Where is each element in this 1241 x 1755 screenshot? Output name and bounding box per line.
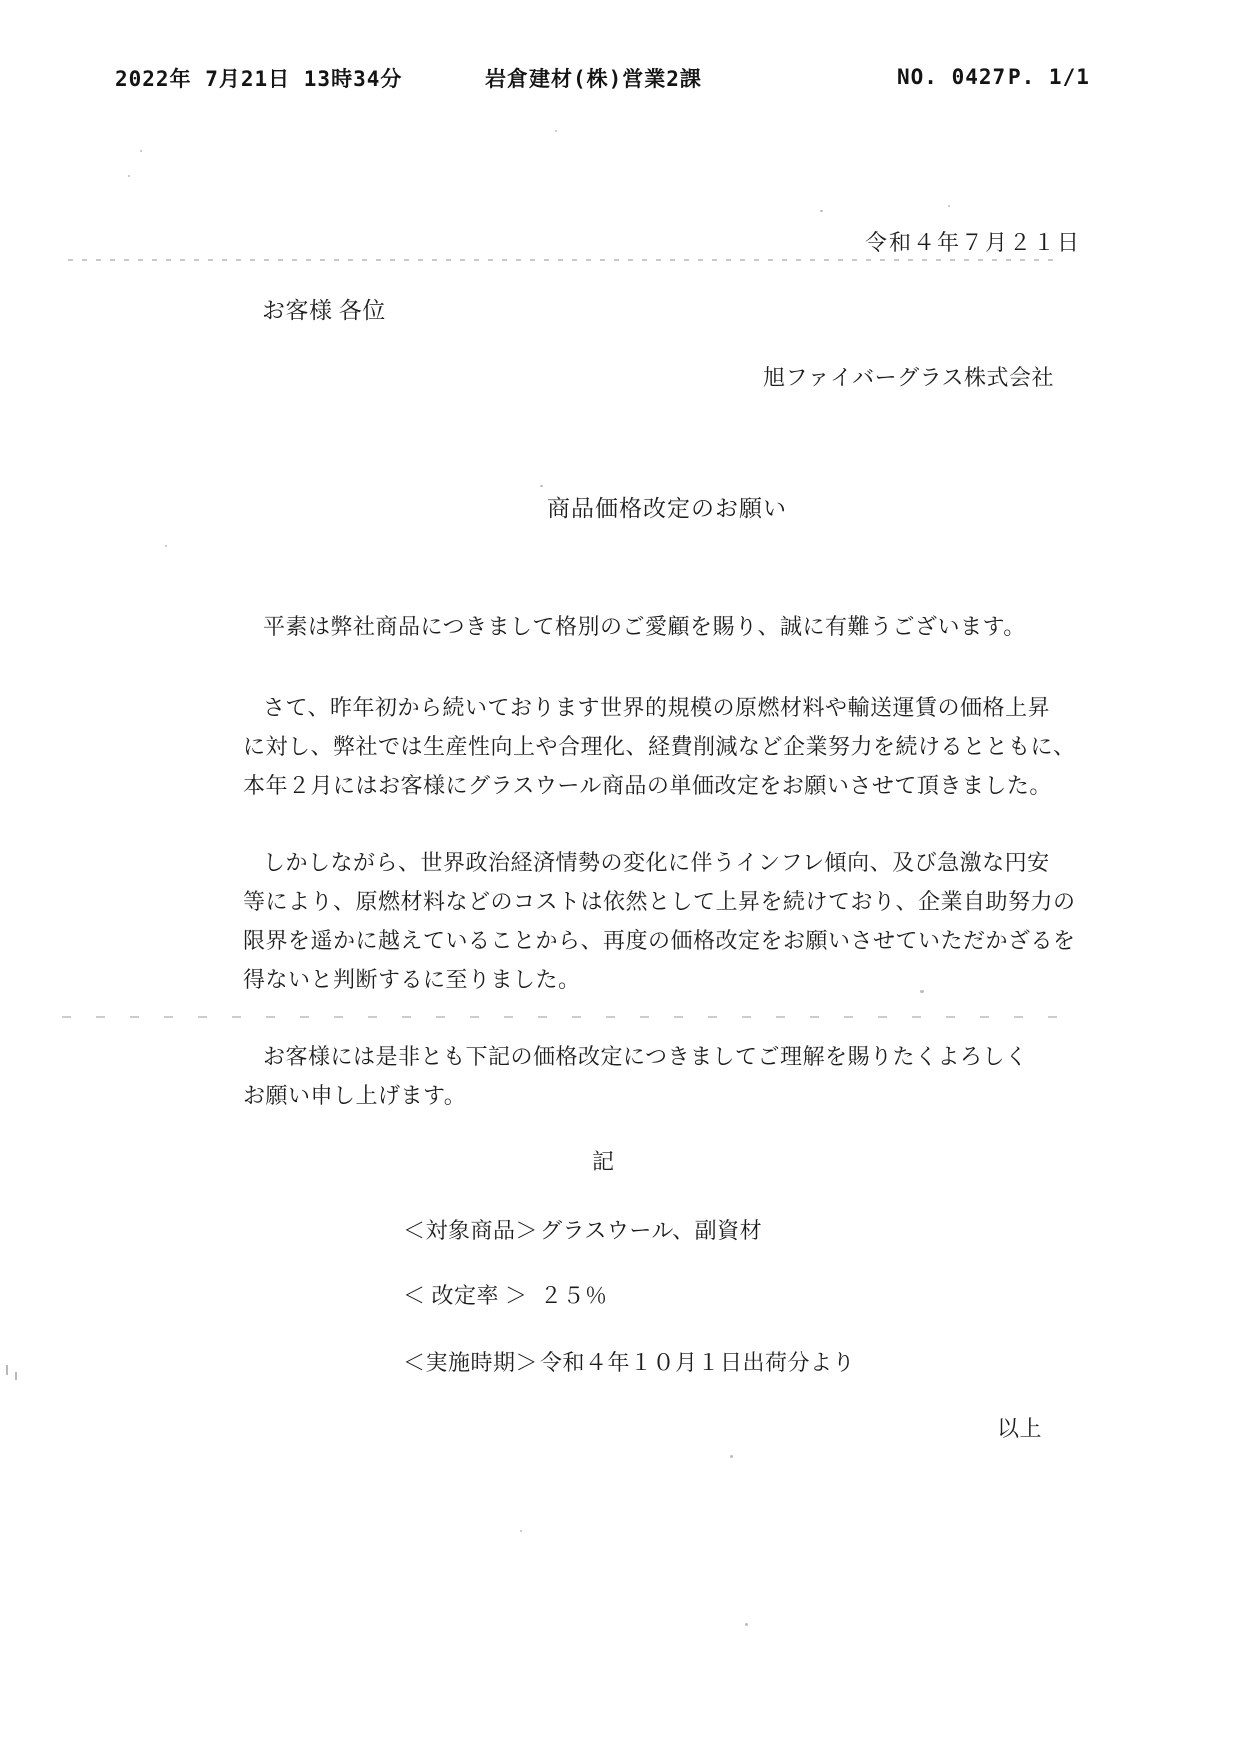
fax-timestamp: 2022年 7月21日 13時34分 xyxy=(115,67,403,91)
record-marker: 記 xyxy=(592,1149,615,1174)
document-title: 商品価格改定のお願い xyxy=(547,496,787,521)
scan-speck xyxy=(745,1623,748,1626)
closing-text: 以上 xyxy=(997,1416,1043,1441)
item-label: ＜対象商品＞ xyxy=(403,1218,539,1243)
scan-speck xyxy=(140,150,142,152)
paragraph-line: に対し、弊社では生産性向上や合理化、経費削減など企業努力を続けるとともに、 xyxy=(243,734,1076,759)
scan-speck xyxy=(555,130,557,132)
item-value: 令和４年１０月１日出荷分より xyxy=(540,1350,856,1375)
paragraph xyxy=(243,688,1076,805)
paragraph xyxy=(243,843,1076,999)
item-value: ２５％ xyxy=(540,1283,608,1308)
paragraph-line: お願い申し上げます。 xyxy=(243,1083,467,1108)
item-label: ＜ 改定率 ＞ xyxy=(403,1283,528,1308)
scan-speck xyxy=(520,1530,522,1532)
paragraph xyxy=(243,607,1026,646)
fax-document-number: NO. 0427 xyxy=(897,65,1007,89)
item-value: グラスウール、副資材 xyxy=(540,1218,763,1243)
paragraph-line: 得ないと判断するに至りました。 xyxy=(243,967,581,992)
fax-page-indicator: P. 1/1 xyxy=(1008,65,1090,89)
scan-speck xyxy=(948,205,950,207)
notice-item xyxy=(403,1276,1083,1315)
paragraph xyxy=(243,1037,1028,1115)
paragraph-line: お客様には是非とも下記の価格改定につきましてご理解を賜りたくよろしく xyxy=(263,1044,1028,1069)
company-name: 旭ファイバーグラス株式会社 xyxy=(763,365,1054,390)
paragraph-line: 等により、原燃材料などのコストは依然として上昇を続けており、企業自助努力の xyxy=(243,889,1076,914)
paragraph-line: しかしながら、世界政治経済情勢の変化に伴うインフレ傾向、及び急激な円安 xyxy=(263,850,1050,875)
scan-edge-mark xyxy=(6,1365,8,1375)
addressee: お客様 各位 xyxy=(262,298,386,323)
scan-speck xyxy=(920,990,924,993)
notice-item xyxy=(403,1343,1083,1382)
scan-speck xyxy=(128,175,130,177)
notice-item xyxy=(403,1211,1083,1250)
scan-speck xyxy=(730,1455,733,1458)
scan-speck xyxy=(540,485,543,487)
letter-date: 令和４年７月２１日 xyxy=(865,230,1082,255)
scan-artifact-line xyxy=(62,1016,1082,1018)
scan-speck xyxy=(165,545,167,547)
fax-sender-name: 岩倉建材(株)営業2課 xyxy=(485,67,702,91)
paragraph-line: 本年２月にはお客様にグラスウール商品の単価改定をお願いさせて頂きました。 xyxy=(243,773,1052,798)
scan-speck xyxy=(820,210,823,212)
item-label: ＜実施時期＞ xyxy=(403,1350,539,1375)
scan-edge-mark xyxy=(15,1372,17,1380)
scan-artifact-line xyxy=(68,259,1060,261)
paragraph-line: 平素は弊社商品につきまして格別のご愛顧を賜り、誠に有難うございます。 xyxy=(263,614,1026,639)
paragraph-line: 限界を遥かに越えていることから、再度の価格改定をお願いさせていただかざるを xyxy=(243,928,1076,953)
paragraph-line: さて、昨年初から続いております世界的規模の原燃材料や輸送運賃の価格上昇 xyxy=(263,695,1051,720)
